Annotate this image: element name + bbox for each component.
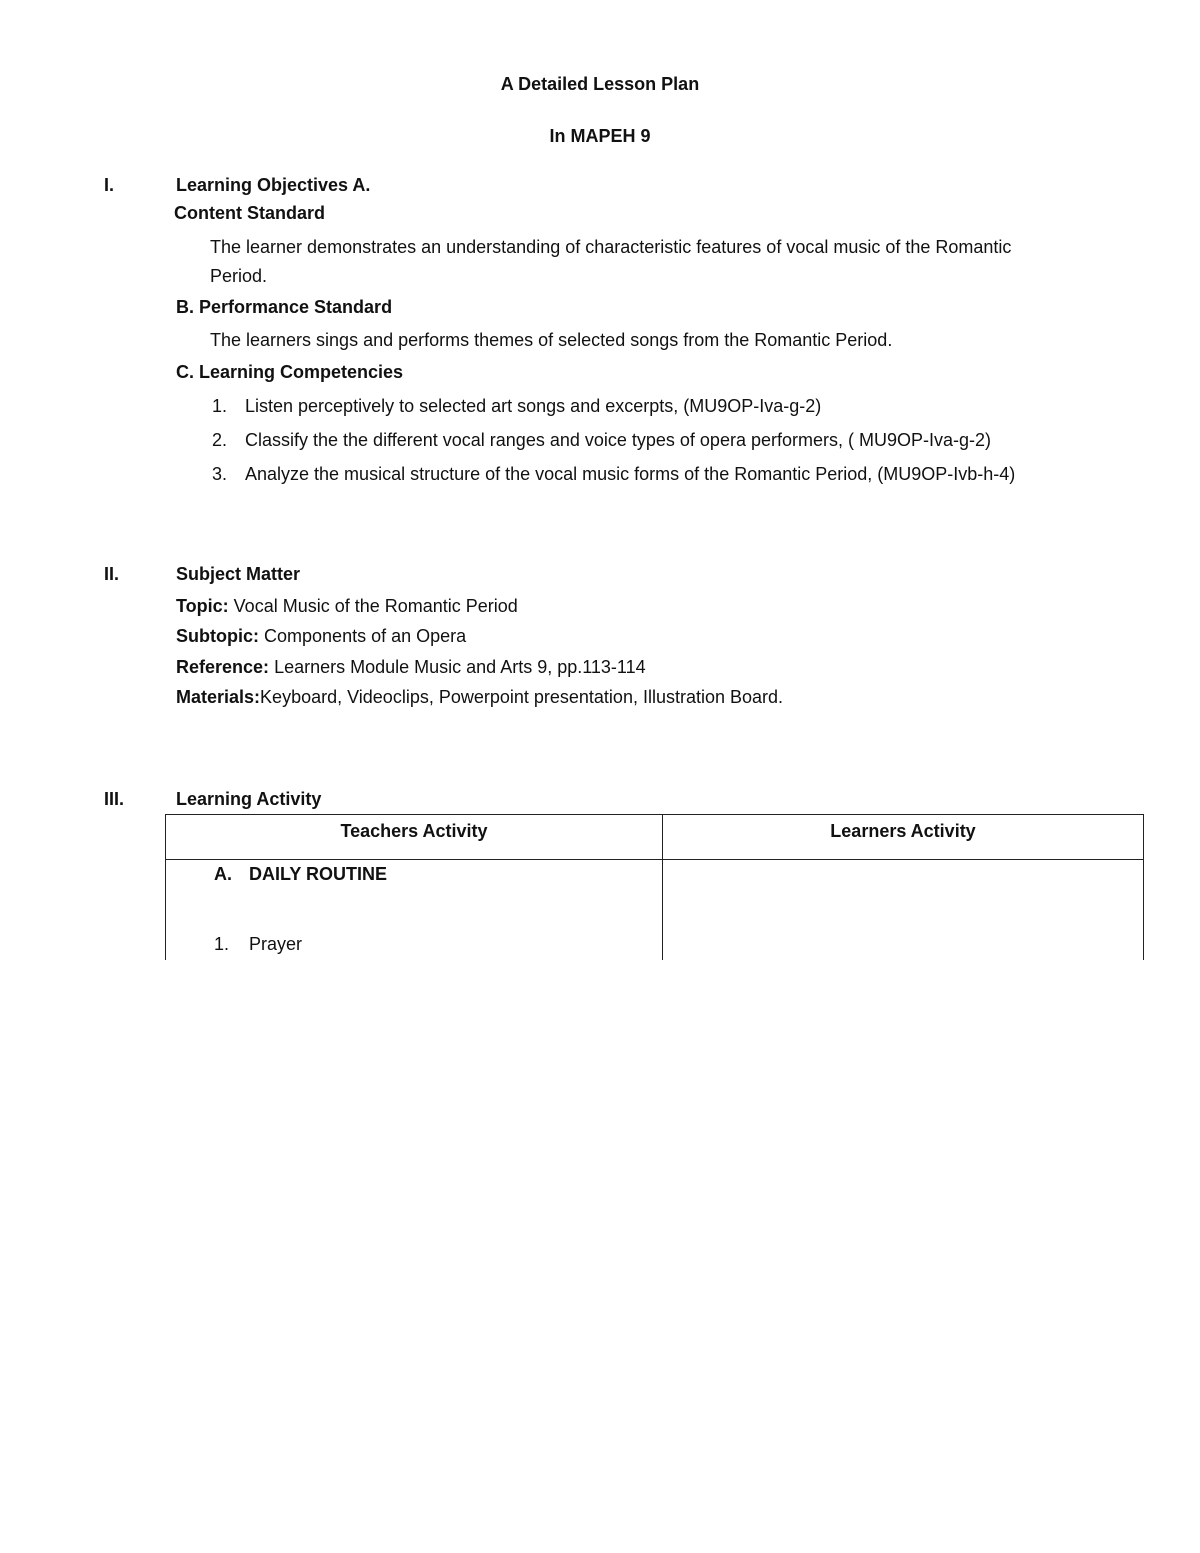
daily-routine-heading: DAILY ROUTINE bbox=[249, 864, 388, 884]
content-standard-text-cont: Period. bbox=[210, 266, 268, 286]
competency-number: 3. bbox=[212, 464, 228, 484]
competency-item: Classify the the different vocal ranges and voice types of opera performers, ( MU9OP-Iva-g-2) bbox=[245, 430, 991, 450]
page-title: A Detailed Lesson Plan bbox=[500, 74, 700, 94]
subtopic-label: Subtopic: bbox=[176, 626, 259, 646]
subtopic-line bbox=[176, 626, 466, 647]
table-header-row bbox=[166, 815, 1144, 860]
learning-competencies-heading: C. Learning Competencies bbox=[176, 362, 404, 382]
learners-activity-cell bbox=[663, 860, 1144, 961]
competency-number: 1. bbox=[212, 396, 228, 416]
reference-label: Reference: bbox=[176, 657, 270, 677]
materials-line bbox=[176, 687, 783, 708]
routine-item-number: 1. bbox=[214, 934, 230, 954]
topic-value: Vocal Music of the Romantic Period bbox=[233, 596, 518, 616]
section-numeral-3: III. bbox=[104, 789, 125, 809]
routine-letter: A. bbox=[214, 864, 232, 884]
teachers-activity-cell bbox=[166, 860, 663, 961]
teachers-activity-header: Teachers Activity bbox=[166, 815, 663, 860]
page-subtitle: In MAPEH 9 bbox=[549, 126, 651, 146]
competency-number: 2. bbox=[212, 430, 228, 450]
content-standard-heading: Content Standard bbox=[174, 203, 325, 223]
materials-value: Keyboard, Videoclips, Powerpoint presentation, Illustration Board. bbox=[260, 687, 784, 707]
routine-item-prayer: Prayer bbox=[249, 934, 303, 954]
learning-activity-table bbox=[165, 814, 1144, 960]
competency-item: Listen perceptively to selected art songs and excerpts, (MU9OP-Iva-g-2) bbox=[245, 396, 822, 416]
materials-label: Materials: bbox=[176, 687, 261, 707]
performance-standard-text: The learners sings and performs themes of selected songs from the Romantic Period. bbox=[210, 330, 893, 350]
topic-label: Topic: bbox=[176, 596, 229, 616]
performance-standard-heading: B. Performance Standard bbox=[176, 297, 393, 317]
table-row bbox=[166, 860, 1144, 961]
content-standard-text: The learner demonstrates an understanding of characteristic features of vocal music of the Romantic bbox=[210, 237, 1012, 257]
reference-line bbox=[176, 657, 646, 678]
section-heading-subject-matter: Subject Matter bbox=[176, 564, 301, 584]
reference-value: Learners Module Music and Arts 9, pp.113-114 bbox=[274, 657, 646, 677]
topic-line bbox=[176, 596, 518, 617]
section-numeral-2: II. bbox=[104, 564, 120, 584]
learners-activity-header: Learners Activity bbox=[663, 815, 1144, 860]
competency-item: Analyze the musical structure of the vocal music forms of the Romantic Period, (MU9OP-Ivb-h-4) bbox=[245, 464, 1016, 484]
section-heading-learning-objectives: Learning Objectives A. bbox=[176, 175, 371, 195]
section-heading-learning-activity: Learning Activity bbox=[176, 789, 322, 809]
subtopic-value: Components of an Opera bbox=[264, 626, 467, 646]
section-numeral-1: I. bbox=[104, 175, 115, 195]
